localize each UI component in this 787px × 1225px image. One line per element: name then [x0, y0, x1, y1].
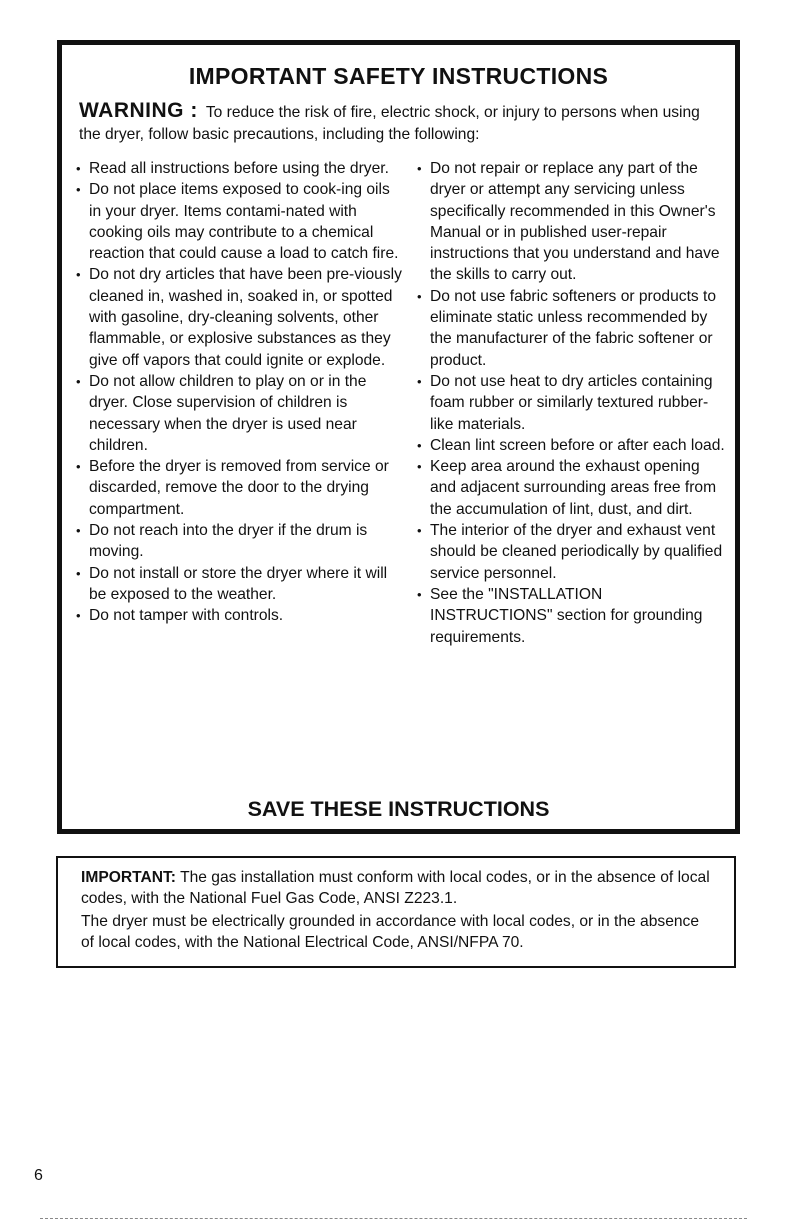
- important-label: IMPORTANT:: [81, 869, 176, 886]
- bullet-icon: •: [76, 565, 81, 581]
- bullet-icon: •: [417, 586, 422, 602]
- list-item: [417, 520, 729, 584]
- list-item: [417, 371, 729, 435]
- bullet-icon: •: [76, 161, 81, 176]
- list-item: [76, 563, 406, 606]
- list-item: [76, 605, 406, 626]
- bullet-icon: •: [417, 437, 422, 453]
- page-number: 6: [34, 1167, 43, 1184]
- list-item-text: Keep area around the exhaust opening and adjacent surrounding areas free from the accumulation of lint, dust, and dirt.: [430, 458, 717, 518]
- list-item: [76, 179, 406, 264]
- bullet-icon: •: [417, 373, 422, 389]
- list-item: [76, 371, 406, 456]
- important-paragraph-gas: [81, 868, 714, 909]
- list-item-text: Clean lint screen before or after each load.: [430, 436, 725, 454]
- bullet-icon: •: [76, 182, 81, 198]
- list-item-text: Do not dry articles that have been pre-viously cleaned in, washed in, soaked in, or spotted with gasoline, dry-cleaning solvents, other flammable, or explosive substances as they give off vapors that could ignite or explode.: [89, 266, 402, 369]
- list-item: [417, 456, 729, 520]
- save-instructions-heading: SAVE THESE INSTRUCTIONS: [247, 797, 550, 821]
- bullet-icon: •: [417, 161, 422, 176]
- bullet-icon: •: [417, 288, 422, 304]
- safety-title: IMPORTANT SAFETY INSTRUCTIONS: [188, 63, 609, 89]
- list-item: [417, 286, 729, 371]
- list-item: [417, 435, 729, 456]
- bullet-icon: •: [76, 267, 81, 283]
- list-item-text: Do not tamper with controls.: [89, 607, 284, 625]
- list-item: [76, 456, 406, 520]
- list-item-text: The interior of the dryer and exhaust vent should be cleaned periodically by qualified service personnel.: [430, 522, 723, 582]
- list-item: [76, 520, 406, 563]
- list-item-text: See the "INSTALLATION INSTRUCTIONS" section for grounding requirements.: [430, 585, 703, 646]
- safety-instructions-box: [57, 40, 740, 834]
- list-item: [76, 158, 406, 179]
- bottom-divider: [40, 1218, 747, 1219]
- list-item-text: Do not use heat to dry articles containing foam rubber or similarly textured rubber-like materials.: [430, 372, 713, 433]
- list-item: [417, 158, 729, 286]
- list-item-text: Do not allow children to play on or in the dryer. Close supervision of children is necessary when the dryer is used near children.: [89, 372, 367, 454]
- bullet-icon: •: [76, 459, 81, 475]
- bullet-icon: •: [76, 608, 81, 624]
- warning-paragraph: [79, 100, 721, 146]
- bullet-icon: •: [417, 523, 422, 539]
- list-item-text: Do not reach into the dryer if the drum is moving.: [89, 522, 368, 561]
- important-paragraph-grounding: The dryer must be electrically grounded in accordance with local codes, or in the absence of local codes, with the National Electrical Code, ANSI/NFPA 70.: [81, 913, 700, 951]
- list-item-text: Do not place items exposed to cook-ing oils in your dryer. Items contami-nated with cooking oils may contribute to a chemical reaction that could cause a load to catch fire.: [89, 181, 399, 263]
- list-item: [76, 264, 406, 370]
- list-item-text: Do not repair or replace any part of the dryer or attempt any servicing unless specifically recommended in this Owner's Manual or in published user-repair instructions that you understand and have the skills to carry out.: [430, 160, 720, 284]
- warning-text: To reduce the risk of fire, electric shock, or injury to persons when using the dryer, follow basic precautions, including the following:: [79, 104, 700, 143]
- bullet-icon: •: [76, 373, 81, 389]
- safety-list-left: [76, 158, 406, 627]
- bullet-icon: •: [417, 459, 422, 475]
- bullet-icon: •: [76, 523, 81, 539]
- safety-list-right: [417, 158, 729, 648]
- list-item: [417, 584, 729, 648]
- list-item-text: Read all instructions before using the dryer.: [89, 160, 389, 177]
- list-item-text: Do not use fabric softeners or products to eliminate static unless recommended by the manufacturer of the fabric softener or product.: [430, 287, 717, 369]
- list-item-text: Do not install or store the dryer where it will be exposed to the weather.: [89, 564, 388, 603]
- important-notice-box: [56, 856, 736, 968]
- important-text-gas: The gas installation must conform with local codes, or in the absence of local codes, with the National Fuel Gas Code, ANSI Z223.1.: [81, 869, 710, 907]
- warning-label: WARNING :: [79, 99, 198, 122]
- list-item-text: Before the dryer is removed from service or discarded, remove the door to the drying compartment.: [89, 458, 389, 518]
